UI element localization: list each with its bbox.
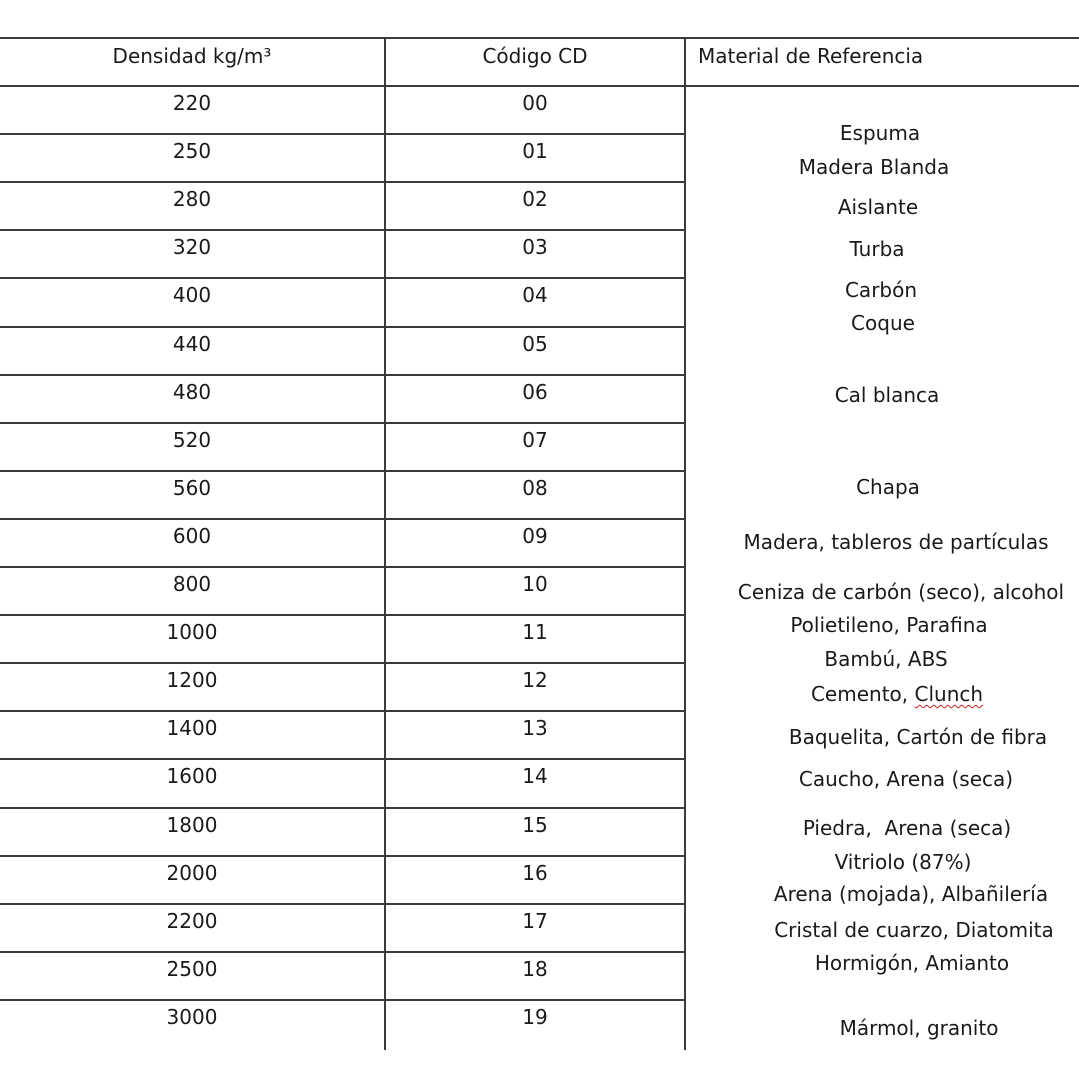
row-separator <box>0 999 686 1001</box>
row-separator <box>0 614 686 616</box>
material-coque: Coque <box>851 311 915 335</box>
row-separator <box>0 133 686 135</box>
code-cell: 07 <box>522 427 548 452</box>
material-ceniza: Ceniza de carbón (seco), alcohol <box>737 580 1065 604</box>
column-divider-2 <box>684 37 686 1050</box>
density-cell: 1400 <box>166 716 218 741</box>
row-separator <box>0 422 686 424</box>
density-cell: 1000 <box>166 620 218 645</box>
code-cell: 13 <box>522 716 548 741</box>
row-separator <box>0 758 686 760</box>
material-espuma: Espuma <box>839 121 921 145</box>
density-cell: 1200 <box>166 668 218 693</box>
row-separator <box>0 277 686 279</box>
density-cell: 520 <box>172 427 212 452</box>
code-cell: 18 <box>522 956 548 981</box>
density-cell: 280 <box>172 187 212 212</box>
density-cell: 800 <box>172 572 212 596</box>
table-border-top <box>0 37 1079 39</box>
material-carbon: Carbón <box>844 278 918 302</box>
material-cal-blanca: Cal blanca <box>834 383 940 407</box>
density-cell: 480 <box>172 379 212 404</box>
header-density: Densidad kg/m³ <box>112 44 272 68</box>
code-cell: 01 <box>522 139 548 164</box>
code-cell: 04 <box>522 283 548 308</box>
material-chapa: Chapa <box>856 475 920 499</box>
material-caucho: Caucho, Arena (seca) <box>798 767 1014 791</box>
code-cell: 19 <box>522 1004 548 1029</box>
density-cell: 250 <box>172 139 212 164</box>
material-baquelita: Baquelita, Cartón de fibra <box>788 725 1048 749</box>
material-arena-mojada: Arena (mojada), Albañilería <box>773 882 1049 906</box>
code-cell: 08 <box>522 475 548 500</box>
row-separator <box>0 181 686 183</box>
density-cell: 1600 <box>166 764 218 789</box>
material-hormigon: Hormigón, Amianto <box>814 951 1010 975</box>
row-separator <box>0 710 686 712</box>
density-cell: 220 <box>172 91 212 115</box>
density-cell: 560 <box>172 475 212 500</box>
code-cell: 00 <box>522 91 548 115</box>
row-separator <box>0 951 686 953</box>
code-cell: 14 <box>522 764 548 789</box>
row-separator <box>0 807 686 809</box>
density-cell: 320 <box>172 235 212 260</box>
material-piedra: Piedra, Arena (seca) <box>802 816 1012 840</box>
material-cemento-text <box>811 682 983 706</box>
material-turba: Turba <box>849 237 905 261</box>
density-cell: 1800 <box>166 812 218 837</box>
material-madera-blanda: Madera Blanda <box>798 155 950 179</box>
code-cell: 09 <box>522 523 548 548</box>
row-separator <box>0 903 686 905</box>
density-cell: 440 <box>172 331 212 356</box>
material-madera-tableros: Madera, tableros de partículas <box>743 530 1049 554</box>
density-cell: 2500 <box>166 956 218 981</box>
code-cell: 16 <box>522 860 548 885</box>
code-cell: 10 <box>522 572 548 596</box>
density-cell: 2200 <box>166 908 218 933</box>
material-aislante: Aislante <box>837 195 919 219</box>
material-marmol: Mármol, granito <box>839 1016 999 1040</box>
material-vitriolo: Vitriolo (87%) <box>834 850 972 874</box>
row-separator <box>0 855 686 857</box>
density-cell: 3000 <box>166 1004 218 1029</box>
row-separator <box>0 662 686 664</box>
code-cell: 06 <box>522 379 548 404</box>
density-cell: 600 <box>172 523 212 548</box>
row-separator <box>0 470 686 472</box>
row-separator <box>0 326 686 328</box>
header-code: Código CD <box>482 44 588 68</box>
code-cell: 03 <box>522 235 548 260</box>
density-cell: 400 <box>172 283 212 308</box>
density-cell: 2000 <box>166 860 218 885</box>
material-polietileno: Polietileno, Parafina <box>790 613 988 637</box>
code-cell: 02 <box>522 187 548 212</box>
spellcheck-word: Clunch <box>914 682 984 706</box>
code-cell: 15 <box>522 812 548 837</box>
row-separator <box>0 566 686 568</box>
material-bambu: Bambú, ABS <box>824 647 948 671</box>
row-separator <box>0 374 686 376</box>
code-cell: 17 <box>522 908 548 933</box>
material-cemento-part: Cemento, <box>810 682 915 706</box>
code-cell: 05 <box>522 331 548 356</box>
code-cell: 12 <box>522 668 548 693</box>
header-material: Material de Referencia <box>698 44 924 68</box>
row-separator <box>0 229 686 231</box>
row-separator <box>0 518 686 520</box>
header-separator <box>0 85 1079 87</box>
material-cristal: Cristal de cuarzo, Diatomita <box>774 918 1054 942</box>
code-cell: 11 <box>522 620 548 645</box>
material-cemento <box>811 682 983 706</box>
